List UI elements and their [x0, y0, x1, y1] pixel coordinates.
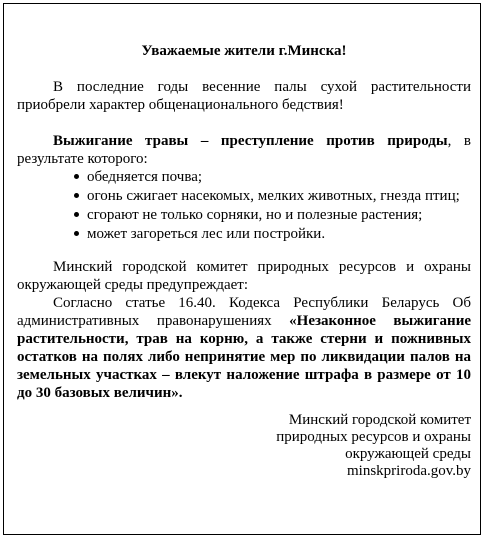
notice-title: Уважаемые жители г.Минска!	[141, 43, 347, 59]
crime-continuation: , в результате которого:	[17, 133, 471, 167]
signature-line: Минский городской комитет	[288, 412, 471, 428]
law-paragraph	[17, 294, 471, 402]
signature-block	[276, 412, 471, 480]
notice-sheet	[3, 3, 481, 535]
law-quote: «Незаконное выжигание растительности, трав на корню, а также стерни и пожнивных остатков на полях либо непринятие мер по ликвидации палов на земельных участках – влекут наложение штрафа в размере от 10 до 30 базовых величин».	[17, 313, 471, 401]
law-reference: Согласно статье 16.40. Кодекса Республики Беларусь Об административных правонарушениях	[17, 295, 471, 329]
crime-paragraph	[17, 132, 471, 168]
signature-line: окружающей среды	[345, 446, 471, 462]
list-item: обедняется почва;	[17, 168, 471, 187]
website-text: minskpriroda.gov.by	[346, 463, 471, 479]
list-item: сгорают не только сорняки, но и полезные растения;	[17, 206, 471, 225]
list-item: может загореться лес или постройки.	[17, 225, 471, 244]
intro-paragraph: В последние годы весенние палы сухой растительности приобрели характер общенационального бедствия!	[17, 79, 471, 113]
warning-paragraph: Минский городской комитет природных ресурсов и охраны окружающей среды предупреждает:	[17, 259, 471, 293]
consequences-list	[17, 168, 471, 244]
signature-line: природных ресурсов и охраны	[276, 429, 471, 445]
crime-statement: Выжигание травы – преступление против природы	[53, 133, 448, 149]
list-item: огонь сжигает насекомых, мелких животных, гнезда птиц;	[17, 187, 471, 206]
